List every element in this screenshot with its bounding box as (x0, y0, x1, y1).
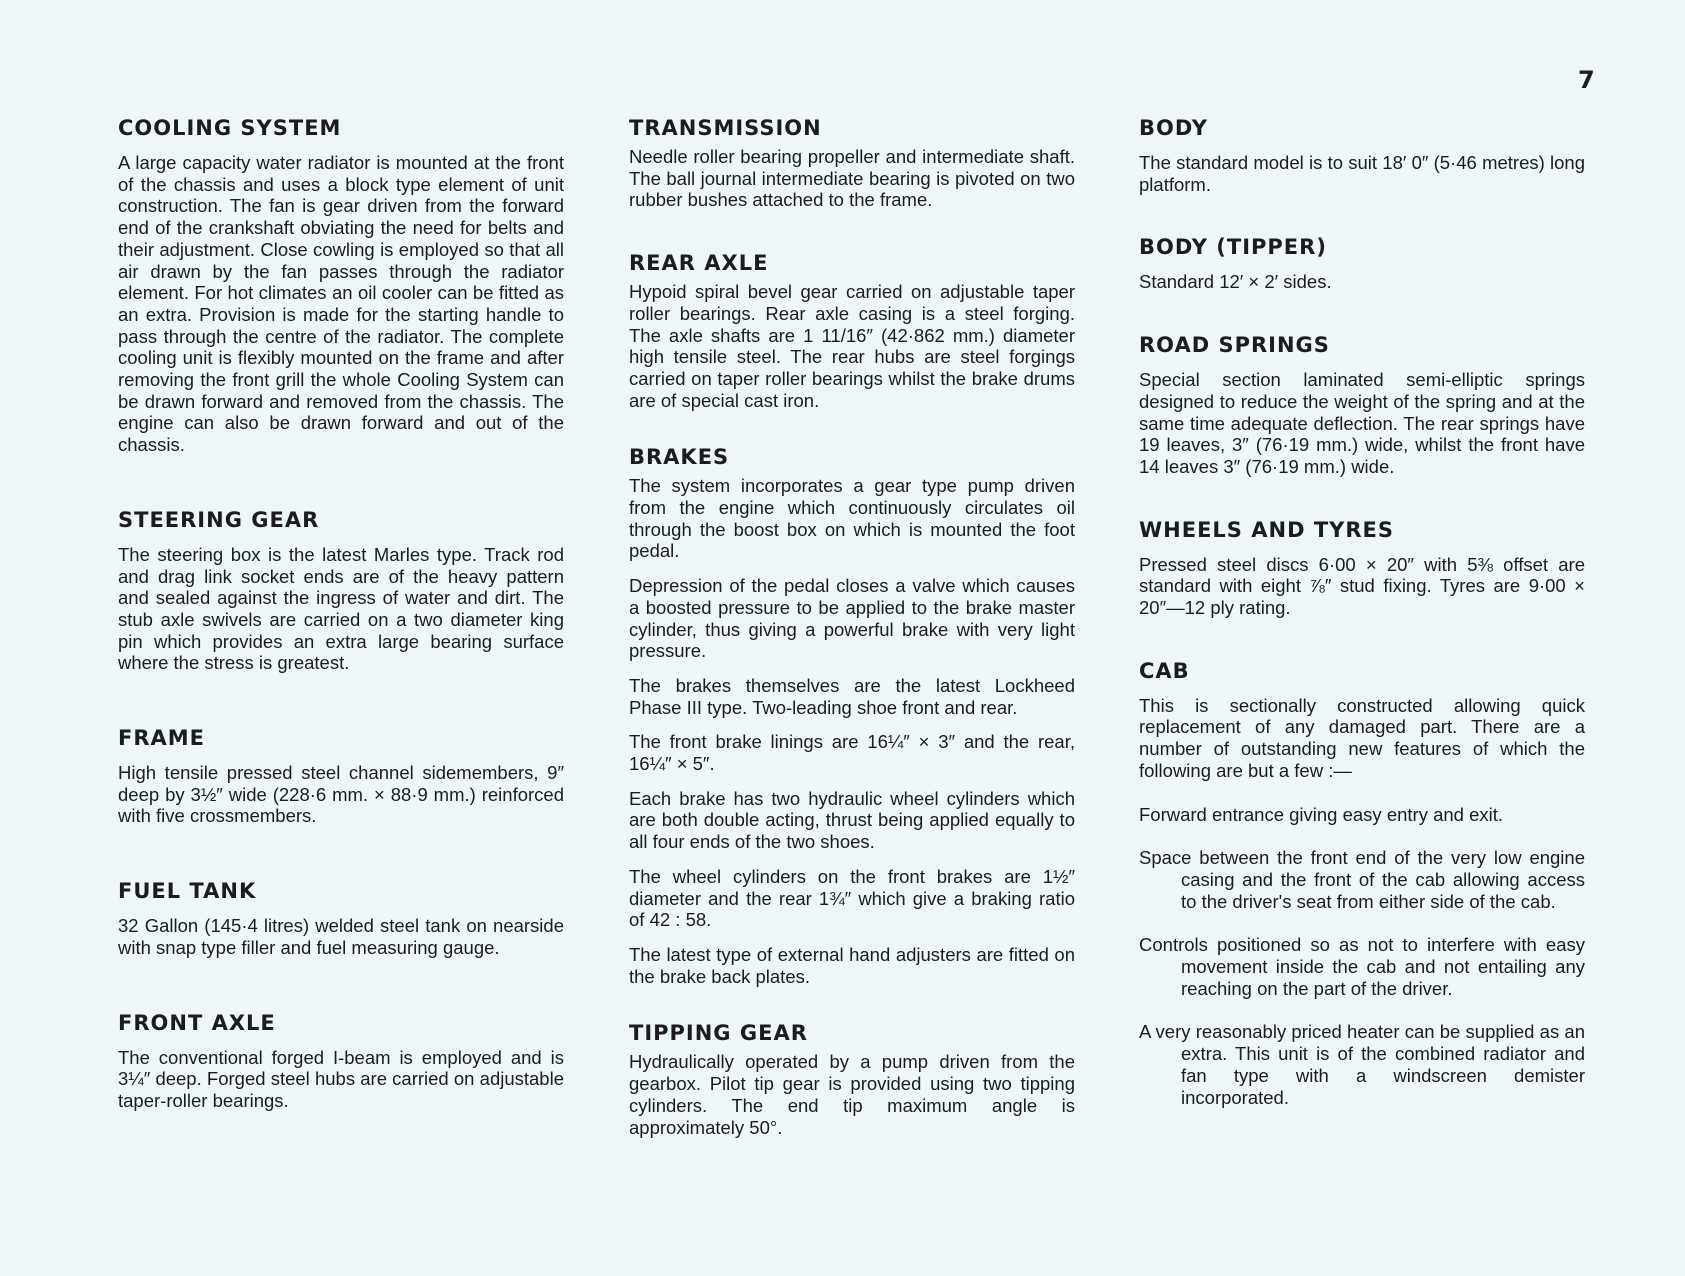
text-body-tipper: Standard 12′ × 2′ sides. (1139, 271, 1332, 293)
text-brakes-4: The front brake linings are 16¼″ × 3″ and the rear, 16¼″ × 5″. (629, 731, 1075, 775)
section-fuel-tank (118, 879, 564, 958)
text-body: The standard model is to suit 18′ 0″ (5·46 metres) long platform. (1139, 152, 1585, 195)
heading-frame: FRAME (118, 726, 206, 751)
text-rear-axle: Hypoid spiral bevel gear carried on adjustable taper roller bearings. Rear axle casing is a steel forging. The axle shafts are 1 11/16″ (42·862 mm.) diameter high tensile steel. The rear hubs are steel forgings carried on taper roller bearings whilst the brake drums are of special cast iron. (629, 281, 1075, 411)
column-right (1139, 116, 1585, 1108)
text-brakes-6: The wheel cylinders on the front brakes are 1½″ diameter and the rear 1¾″ which give a braking ratio of 42 : 58. (629, 865, 1075, 931)
text-wheels-tyres: Pressed steel discs 6·00 × 20″ with 5⅜ offset are standard with eight ⅞″ stud fixing. Tyres are 9·00 × 20″—12 ply rating. (1139, 553, 1585, 619)
heading-cooling-system: COOLING SYSTEM (118, 116, 342, 140)
heading-body-tipper: BODY (TIPPER) (1139, 235, 1327, 260)
heading-cab: CAB (1139, 658, 1190, 683)
text-cab-2: Forward entrance giving easy entry and exit. (1139, 803, 1504, 825)
section-steering-gear (118, 508, 564, 674)
text-cab-3: Space between the front end of the very low engine casing and the front of the cab allowing access to the driver's seat from either side of the cab. (1139, 847, 1585, 912)
heading-road-springs: ROAD SPRINGS (1139, 333, 1330, 358)
section-brakes (629, 445, 1075, 987)
heading-steering-gear: STEERING GEAR (118, 507, 320, 532)
text-cab-1: This is sectionally constructed allowing quick replacement of any damaged part. There are a number of outstanding new features of which the following are but a few :— (1139, 694, 1585, 781)
text-road-springs: Special section laminated semi-elliptic springs designed to reduce the weight of the spring and at the same time adequate deflection. The rear springs have 19 leaves, 3″ (76·19 mm.) wide, whilst the front have 14 leaves 3″ (76·19 mm.) wide. (1139, 369, 1585, 477)
section-body-tipper (1139, 235, 1585, 293)
column-left (118, 116, 564, 1112)
section-body (1139, 116, 1585, 195)
section-transmission (629, 116, 1075, 211)
text-steering-gear: The steering box is the latest Marles type. Track rod and drag link socket ends are of the heavy pattern and sealed against the ingress of water and dirt. The stub axle swivels are carried on a two diameter king pin which provides an extra large bearing surface where the stress is greatest. (118, 543, 564, 674)
text-cooling-system: A large capacity water radiator is mounted at the front of the chassis and uses a block type element of unit construction. The fan is gear driven from the forward end of the crankshaft obviating the need for belts and their adjustment. Close cowling is employed so that all air drawn by the fan passes through the radiator element. For hot climates an oil cooler can be fitted as an extra. Provision is made for the starting handle to pass through the centre of the radiator. The complete cooling unit is flexibly mounted on the frame and after removing the front grill the whole Cooling System can be drawn forward and removed from the chassis. The engine can also be drawn forward and out of the chassis. (118, 152, 564, 456)
text-brakes-7: The latest type of external hand adjusters are fitted on the brake back plates. (629, 943, 1075, 987)
heading-brakes: BRAKES (629, 445, 730, 470)
heading-tipping-gear: TIPPING GEAR (629, 1021, 808, 1046)
text-tipping-gear: Hydraulically operated by a pump driven from the gearbox. Pilot tip gear is provided using two tipping cylinders. The end tip maximum angle is approximately 50°. (629, 1051, 1075, 1138)
text-brakes-3: The brakes themselves are the latest Lockheed Phase III type. Two-leading shoe front and rear. (629, 674, 1075, 718)
heading-rear-axle: REAR AXLE (629, 251, 769, 276)
column-middle (629, 116, 1075, 1138)
text-front-axle: The conventional forged I-beam is employed and is 3¼″ deep. Forged steel hubs are carried on adjustable taper-roller bearings. (118, 1046, 564, 1111)
text-cab-5: A very reasonably priced heater can be supplied as an extra. This unit is of the combined radiator and fan type with a windscreen demister incorporated. (1139, 1021, 1585, 1108)
section-wheels-tyres (1139, 518, 1585, 619)
text-brakes-5: Each brake has two hydraulic wheel cylinders which are both double acting, thrust being applied equally to all four ends of the two shoes. (629, 787, 1075, 853)
text-brakes-1: The system incorporates a gear type pump driven from the engine which continuously circulates oil through the boost box on which is mounted the foot pedal. (629, 475, 1075, 562)
section-rear-axle (629, 251, 1075, 411)
heading-transmission: TRANSMISSION (629, 116, 822, 140)
heading-fuel-tank: FUEL TANK (118, 879, 257, 904)
heading-wheels-tyres: WHEELS AND TYRES (1139, 517, 1394, 542)
section-cab (1139, 659, 1585, 1109)
text-fuel-tank: 32 Gallon (145·4 litres) welded steel tank on nearside with snap type filler and fuel measuring gauge. (118, 915, 564, 958)
section-frame (118, 726, 564, 827)
heading-front-axle: FRONT AXLE (118, 1010, 276, 1035)
text-transmission: Needle roller bearing propeller and intermediate shaft. The ball journal intermediate bearing is pivoted on two rubber bushes attached to the frame. (629, 146, 1075, 211)
text-frame: High tensile pressed steel channel sidemembers, 9″ deep by 3½″ wide (228·6 mm. × 88·9 mm.) reinforced with five crossmembers. (118, 762, 564, 827)
section-tipping-gear (629, 1021, 1075, 1138)
text-brakes-2: Depression of the pedal closes a valve which causes a boosted pressure to be applied to the brake master cylinder, thus giving a powerful brake with very light pressure. (629, 575, 1075, 662)
section-cooling-system (118, 116, 564, 456)
section-road-springs (1139, 333, 1585, 478)
text-cab-4: Controls positioned so as not to interfere with easy movement inside the cab and not entailing any reaching on the part of the driver. (1139, 934, 1585, 999)
heading-body: BODY (1139, 116, 1208, 140)
section-front-axle (118, 1011, 564, 1112)
page-number: 7 (1578, 66, 1595, 94)
